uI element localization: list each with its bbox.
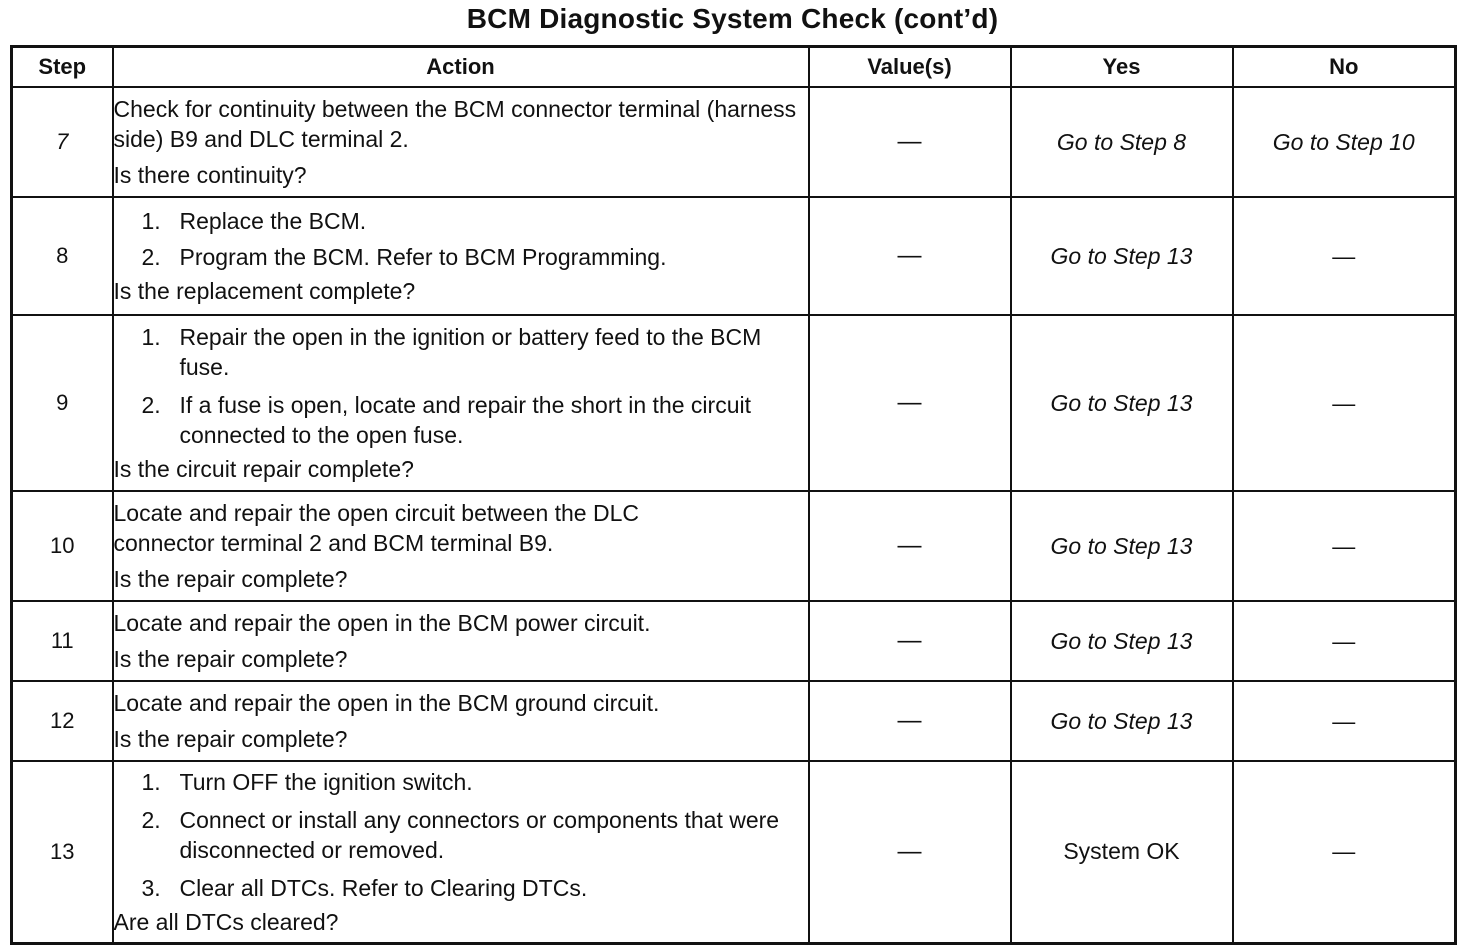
list-item — [114, 805, 808, 865]
step-number: 8 — [12, 197, 113, 315]
yes-cell: Go to Step 13 — [1011, 601, 1233, 681]
list-item-number: 2. — [141, 244, 161, 270]
action-text: Locate and repair the open in the BCM ground circuit. — [113, 690, 660, 716]
list-item-number: 3. — [141, 874, 161, 901]
action-question: Is the circuit repair complete? — [113, 456, 414, 482]
action-steps-list — [114, 767, 808, 903]
header-action: Action — [113, 47, 809, 88]
list-item-text: Turn OFF the ignition switch. — [179, 768, 473, 795]
list-item — [114, 390, 808, 450]
yes-cell: Go to Step 13 — [1011, 315, 1233, 491]
value-cell: — — [809, 491, 1011, 601]
action-cell — [113, 197, 809, 315]
table-row-step-9 — [12, 315, 1456, 491]
header-values: Value(s) — [809, 47, 1011, 88]
list-item — [114, 767, 808, 797]
value-cell: — — [809, 681, 1011, 761]
no-cell: — — [1233, 491, 1456, 601]
action-steps-list — [114, 206, 808, 272]
yes-cell: Go to Step 13 — [1011, 491, 1233, 601]
list-item — [114, 206, 808, 236]
list-item-number: 1. — [141, 208, 161, 234]
step-number: 11 — [12, 601, 113, 681]
action-cell — [113, 681, 809, 761]
table-row-step-8 — [12, 197, 1456, 315]
header-step: Step — [12, 47, 113, 88]
list-item-text: If a fuse is open, locate and repair the short in the circuit connected to the open fuse. — [179, 392, 751, 448]
action-question: Are all DTCs cleared? — [113, 908, 339, 935]
action-question: Is the repair complete? — [113, 646, 348, 672]
action-text: Check for continuity between the BCM connector terminal (harness side) B9 and DLC terminal 2. — [113, 96, 797, 152]
value-cell: — — [809, 87, 1011, 197]
list-item — [114, 322, 808, 382]
header-row — [12, 47, 1456, 88]
action-cell — [113, 491, 809, 601]
list-item-number: 1. — [141, 768, 161, 795]
value-cell: — — [809, 761, 1011, 943]
action-cell — [113, 315, 809, 491]
table-row-step-10 — [12, 491, 1456, 601]
action-text: Locate and repair the open circuit between the DLC connector terminal 2 and BCM terminal B9. — [113, 500, 639, 556]
step-number: 9 — [12, 315, 113, 491]
step-number: 7 — [12, 87, 113, 197]
action-question: Is the repair complete? — [113, 726, 348, 752]
no-cell: — — [1233, 601, 1456, 681]
header-yes: Yes — [1011, 47, 1233, 88]
page-title: BCM Diagnostic System Check (cont’d) — [466, 3, 999, 34]
diagnostic-table — [10, 45, 1457, 945]
no-cell: — — [1233, 315, 1456, 491]
no-cell: — — [1233, 681, 1456, 761]
list-item-text: Replace the BCM. — [179, 208, 367, 234]
value-cell: — — [809, 315, 1011, 491]
list-item-text: Program the BCM. Refer to BCM Programming. — [179, 244, 667, 270]
table-row-step-12 — [12, 681, 1456, 761]
table-row-step-13 — [12, 761, 1456, 943]
list-item — [114, 873, 808, 903]
action-steps-list — [114, 322, 808, 450]
header-no: No — [1233, 47, 1456, 88]
yes-cell: Go to Step 13 — [1011, 681, 1233, 761]
no-cell: — — [1233, 761, 1456, 943]
value-cell: — — [809, 197, 1011, 315]
value-cell: — — [809, 601, 1011, 681]
action-question: Is there continuity? — [113, 162, 307, 188]
list-item-number: 1. — [141, 324, 161, 350]
step-number: 12 — [12, 681, 113, 761]
yes-cell: Go to Step 8 — [1011, 87, 1233, 197]
action-cell — [113, 761, 809, 943]
list-item-number: 2. — [141, 392, 161, 418]
action-question: Is the repair complete? — [113, 566, 348, 592]
step-number: 13 — [12, 761, 113, 943]
step-number: 10 — [12, 491, 113, 601]
list-item-text: Clear all DTCs. Refer to Clearing DTCs. — [179, 874, 588, 901]
action-cell — [113, 601, 809, 681]
list-item-text: Repair the open in the ignition or battery feed to the BCM fuse. — [179, 324, 762, 380]
no-cell: Go to Step 10 — [1233, 87, 1456, 197]
table-row-step-11 — [12, 601, 1456, 681]
list-item-number: 2. — [141, 806, 161, 833]
table-row-step-7 — [12, 87, 1456, 197]
list-item — [114, 242, 808, 272]
action-text: Locate and repair the open in the BCM power circuit. — [113, 610, 651, 636]
yes-cell: Go to Step 13 — [1011, 197, 1233, 315]
list-item-text: Connect or install any connectors or components that were disconnected or removed. — [179, 806, 780, 863]
yes-cell: System OK — [1011, 761, 1233, 943]
no-cell: — — [1233, 197, 1456, 315]
action-question: Is the replacement complete? — [113, 278, 416, 304]
action-cell — [113, 87, 809, 197]
